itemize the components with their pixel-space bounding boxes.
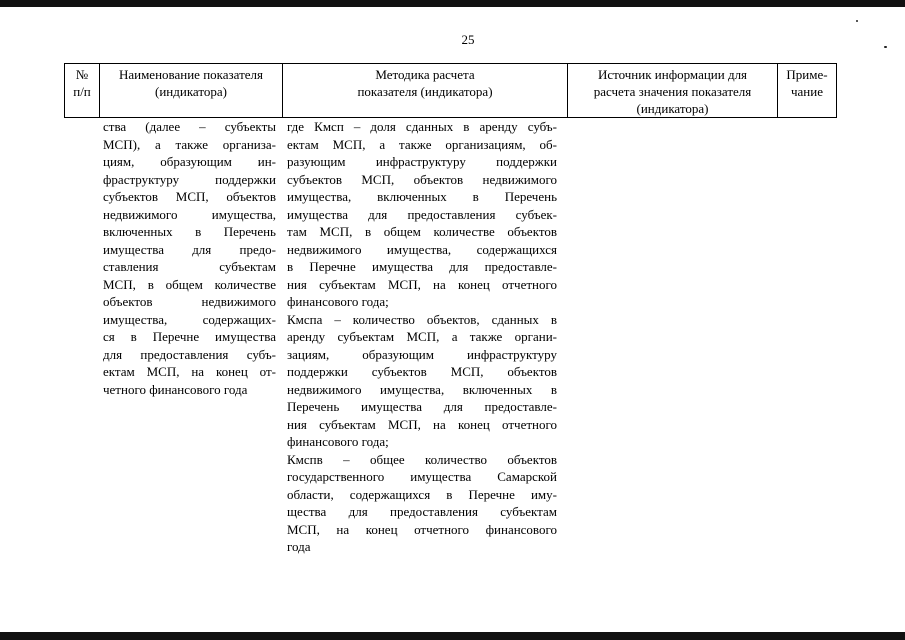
indicator-name-line: объектов недвижимого <box>103 294 276 309</box>
header-cell-indicator-name <box>99 63 282 118</box>
method-line: имущества, включенных в Перечень <box>287 189 557 204</box>
indicator-name-line: циям, образующим ин- <box>103 154 276 169</box>
method-line: в Перечне имущества для предоставле- <box>287 259 557 274</box>
method-line: ния субъектам МСП, на конец отчетного <box>287 416 557 432</box>
method-line: недвижимого имущества, включенных в <box>287 381 557 397</box>
header-method-line: показателя (индикатора) <box>357 84 493 99</box>
calculation-method-text <box>287 118 557 556</box>
header-number-line: п/п <box>73 84 91 99</box>
method-line: года <box>287 539 311 554</box>
top-scan-border <box>0 0 905 7</box>
header-note-line: чание <box>791 84 823 99</box>
indicator-name-line: включенных в Перечень <box>103 224 276 239</box>
indicator-name-line: четного финансового года <box>103 381 248 397</box>
header-source-line: Источник информации для <box>597 67 748 82</box>
method-line: государственного имущества Самарской <box>287 469 557 484</box>
method-line: зациям, образующим инфраструктуру <box>287 346 557 362</box>
header-source-line: (индикатора) <box>636 101 709 116</box>
header-indicator-name-line: (индикатора) <box>155 84 227 99</box>
header-method-line: Методика расчета <box>375 67 475 82</box>
header-indicator-name-line: Наименование показателя <box>118 67 264 82</box>
indicator-name-line: МСП), а также организа- <box>103 136 276 152</box>
method-line: Перечень имущества для предоставле- <box>287 399 557 414</box>
indicator-name-line: имущества, содержащих- <box>103 311 276 327</box>
method-line: субъектов МСП, объектов недвижимого <box>287 171 557 187</box>
method-line: там МСП, в общем количестве объектов <box>287 224 557 239</box>
method-line: разующим инфраструктуру поддержки <box>287 154 557 169</box>
method-line: области, содержащихся в Перечне иму- <box>287 486 557 502</box>
indicator-name-line: фраструктуру поддержки <box>103 171 276 187</box>
header-source-line: расчета значения показателя <box>593 84 752 99</box>
method-line: ния субъектам МСП, на конец отчетного <box>287 276 557 292</box>
method-line: МСП, на конец отчетного финансового <box>287 521 557 537</box>
method-line: щества для предоставления субъектам <box>287 504 557 519</box>
header-number-line: № <box>75 67 89 82</box>
indicator-name-text <box>103 118 276 398</box>
method-line: недвижимого имущества, содержащихся <box>287 241 557 257</box>
indicator-name-line: для предоставления субъ- <box>103 346 276 362</box>
header-cell-note <box>777 63 837 118</box>
method-line: поддержки субъектов МСП, объектов <box>287 364 557 379</box>
header-cell-number <box>64 63 99 118</box>
indicator-name-line: недвижимого имущества, <box>103 206 276 222</box>
method-line: Кмспа – количество объектов, сданных в <box>287 311 557 327</box>
bottom-scan-border <box>0 632 905 640</box>
indicator-name-line: МСП, в общем количестве <box>103 276 276 292</box>
header-note-line: Приме- <box>786 67 828 82</box>
method-line: финансового года; <box>287 434 389 449</box>
page-number: 25 <box>461 32 475 47</box>
indicator-name-line: ектам МСП, на конец от- <box>103 364 276 379</box>
scan-speck <box>884 46 887 48</box>
scan-speck <box>856 20 858 22</box>
indicator-name-line: субъектов МСП, объектов <box>103 189 276 204</box>
method-line: ектам МСП, а также организациям, об- <box>287 136 557 152</box>
method-line: где Кмсп – доля сданных в аренду субъ- <box>287 119 557 134</box>
indicator-name-line: ства (далее – субъекты <box>103 119 276 134</box>
method-line: финансового года; <box>287 294 389 309</box>
header-cell-method <box>282 63 567 118</box>
indicator-name-line: ставления субъектам <box>103 259 276 274</box>
method-line: Кмспв – общее количество объектов <box>287 451 557 467</box>
method-line: имущества для предоставления субъек- <box>287 206 557 222</box>
method-line: аренду субъектам МСП, а также органи- <box>287 329 557 344</box>
indicator-name-line: имущества для предо- <box>103 241 276 257</box>
header-cell-source <box>567 63 777 118</box>
indicator-name-line: ся в Перечне имущества <box>103 329 276 344</box>
